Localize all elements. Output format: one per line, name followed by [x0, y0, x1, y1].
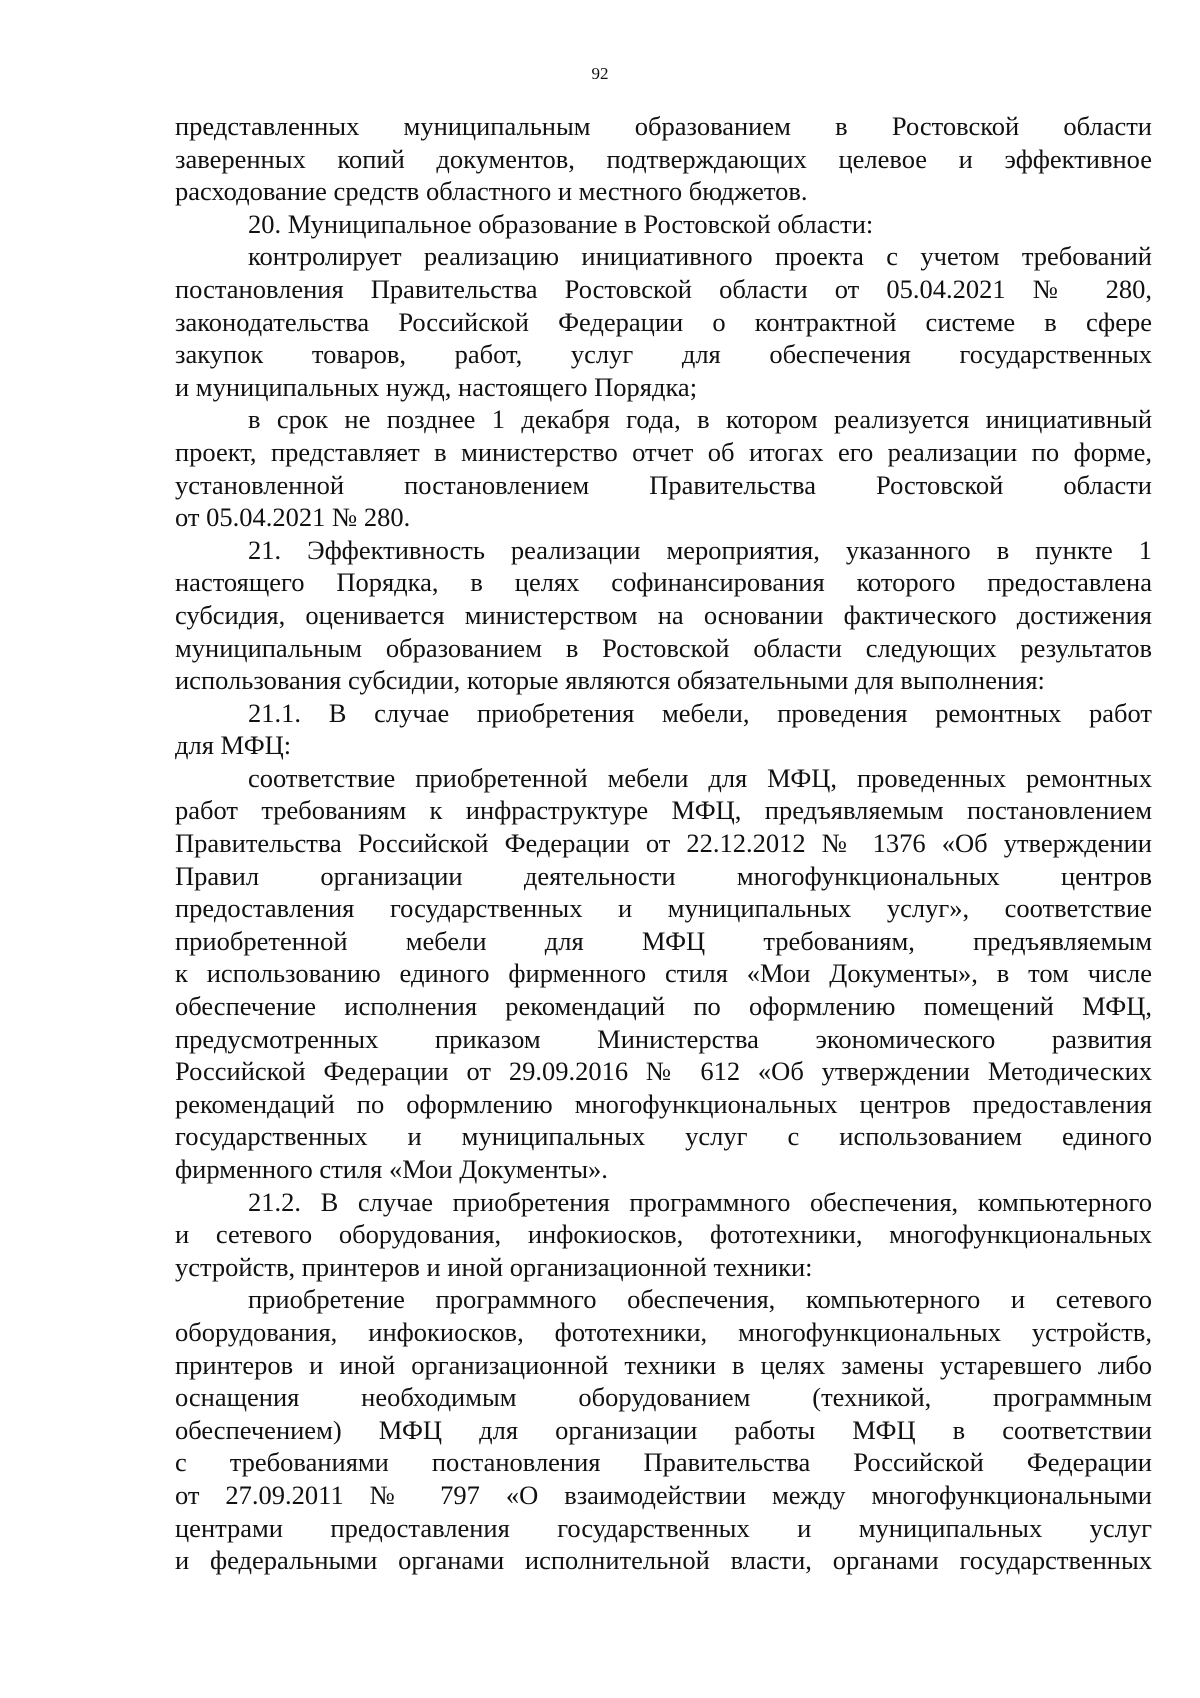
text-line: расходование средств областного и местного бюджетов. [175, 176, 808, 207]
text-line: приобретение программного обеспечения, компьютерного и сетевого [248, 1284, 1152, 1315]
text-line: принтеров и иной организационной техники в целях замены устаревшего либо [175, 1349, 1152, 1380]
document-body [175, 110, 1152, 1577]
text-line: к использованию единого фирменного стиля «Мои Документы», в том числе [175, 958, 1152, 989]
text-line: работ требованиям к инфраструктуре МФЦ, предъявляемым постановлением [175, 795, 1152, 826]
text-line: контролирует реализацию инициативного проекта с учетом требований [248, 241, 1152, 272]
text-line: в срок не позднее 1 декабря года, в котором реализуется инициативный [248, 404, 1152, 435]
text-line: обеспечение исполнения рекомендаций по оформлению помещений МФЦ, [175, 991, 1152, 1022]
text-line: 21.1. В случае приобретения мебели, проведения ремонтных работ [248, 697, 1152, 728]
text-line: центрами предоставления государственных и муниципальных услуг [175, 1512, 1152, 1543]
text-line: рекомендаций по оформлению многофункциональных центров предоставления [175, 1088, 1152, 1119]
text-line: от 27.09.2011 № 797 «О взаимодействии между многофункциональными [175, 1479, 1152, 1510]
text-line: предусмотренных приказом Министерства экономического развития [175, 1023, 1152, 1054]
text-line: Правительства Российской Федерации от 22.12.2012 № 1376 «Об утверждении [175, 828, 1152, 859]
text-line: и сетевого оборудования, инфокиосков, фототехники, многофункциональных [175, 1219, 1152, 1250]
text-line: государственных и муниципальных услуг с использованием единого [175, 1121, 1152, 1152]
text-line: Российской Федерации от 29.09.2016 № 612 «Об утверждении Методических [175, 1056, 1152, 1087]
text-line: 21.2. В случае приобретения программного обеспечения, компьютерного [248, 1186, 1152, 1217]
text-line: постановления Правительства Ростовской области от 05.04.2021 № 280, [175, 273, 1152, 304]
text-line: использования субсидии, которые являются обязательными для выполнения: [175, 665, 1045, 696]
text-line: для МФЦ: [175, 730, 292, 761]
text-line: и федеральными органами исполнительной власти, органами государственных [175, 1545, 1152, 1576]
text-line: с требованиями постановления Правительства Российской Федерации [175, 1447, 1152, 1478]
text-line: Правил организации деятельности многофункциональных центров [175, 860, 1152, 891]
text-line: субсидия, оценивается министерством на основании фактического достижения [175, 599, 1152, 630]
text-line: от 05.04.2021 № 280. [175, 502, 411, 533]
text-line: представленных муниципальным образованием в Ростовской области [175, 111, 1152, 141]
text-line: 20. Муниципальное образование в Ростовской области: [248, 208, 874, 239]
text-line: настоящего Порядка, в целях софинансирования которого предоставлена [175, 567, 1152, 598]
text-line: заверенных копий документов, подтверждающих целевое и эффективное [175, 143, 1152, 174]
text-line: муниципальным образованием в Ростовской области следующих результатов [175, 632, 1152, 663]
text-line: законодательства Российской Федерации о контрактной системе в сфере [175, 306, 1152, 337]
text-line: установленной постановлением Правительства Ростовской области [175, 469, 1152, 500]
text-line: фирменного стиля «Мои Документы». [175, 1154, 608, 1184]
text-line: проект, представляет в министерство отчет об итогах его реализации по форме, [175, 436, 1152, 467]
text-line: и муниципальных нужд, настоящего Порядка; [175, 371, 698, 402]
text-line: приобретенной мебели для МФЦ требованиям, предъявляемым [175, 925, 1152, 956]
text-line: 21. Эффективность реализации мероприятия, указанного в пункте 1 [248, 534, 1152, 565]
text-line: закупок товаров, работ, услуг для обеспечения государственных [175, 339, 1152, 370]
text-line: обеспечением) МФЦ для организации работы МФЦ в соответствии [175, 1414, 1152, 1445]
text-line: соответствие приобретенной мебели для МФЦ, проведенных ремонтных [248, 762, 1152, 793]
text-line: оснащения необходимым оборудованием (техникой, программным [175, 1382, 1152, 1413]
text-line: предоставления государственных и муниципальных услуг», соответствие [175, 893, 1152, 924]
text-line: устройств, принтеров и иной организационной техники: [175, 1251, 813, 1282]
text-line: оборудования, инфокиосков, фототехники, многофункциональных устройств, [175, 1316, 1152, 1347]
page-number: 92 [591, 64, 609, 83]
